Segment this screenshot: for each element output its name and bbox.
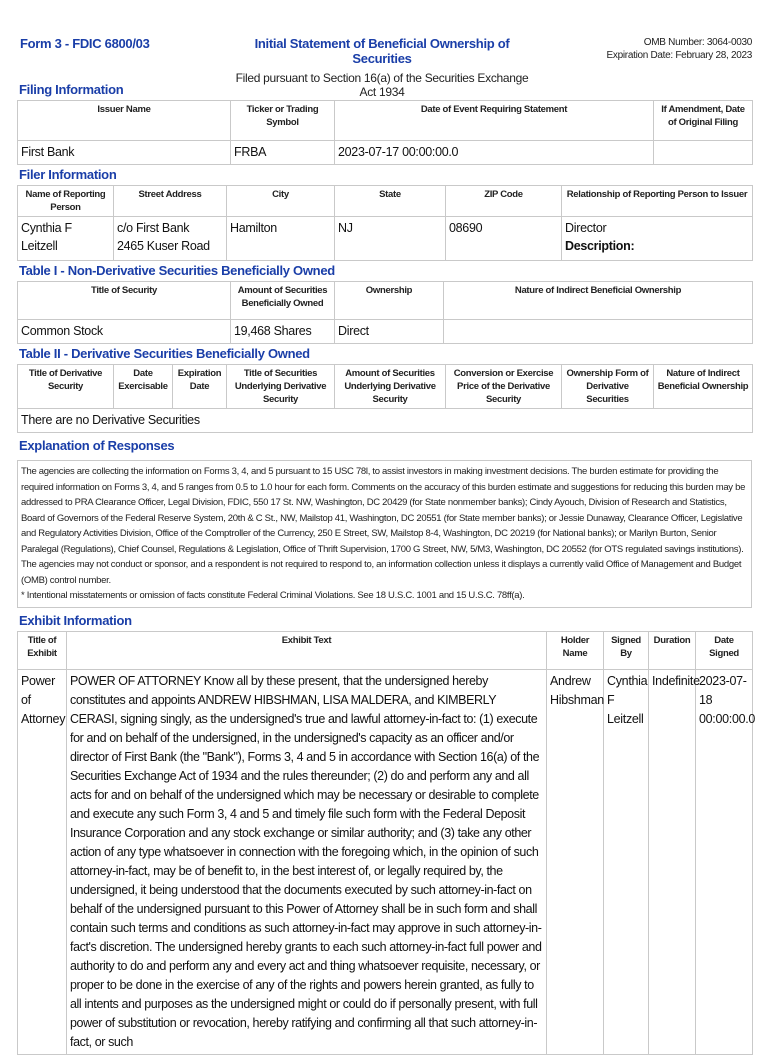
exhibit-table <box>17 631 756 1055</box>
form-subtitle: Filed pursuant to Section 16(a) of the Securities Exchange Act 1934 <box>235 71 529 99</box>
relationship-value: Director <box>565 221 607 235</box>
col-event-date: Date of Event Requiring Statement <box>335 101 654 141</box>
ownership: Direct <box>335 320 444 344</box>
ticker: FRBA <box>231 141 335 165</box>
security-title: Common Stock <box>18 320 231 344</box>
col-conversion-price: Conversion or Exercise Price of the Derivative Security <box>446 365 562 409</box>
form-title: Initial Statement of Beneficial Ownership of Securities <box>254 36 510 66</box>
city: Hamilton <box>227 217 335 261</box>
issuer-name: First Bank <box>18 141 231 165</box>
exhibit-section-title: Exhibit Information <box>19 612 132 628</box>
col-nature-indirect-2: Nature of Indirect Beneficial Ownership <box>654 365 753 409</box>
expiration-date: Expiration Date: February 28, 2023 <box>606 50 752 61</box>
no-derivative-securities: There are no Derivative Securities <box>18 409 753 433</box>
event-date: 2023-07-17 00:00:00.0 <box>335 141 654 165</box>
filer-section-title: Filer Information <box>19 167 117 182</box>
col-zip: ZIP Code <box>446 186 562 217</box>
date-signed: 2023-07-18 00:00:00.0 <box>696 669 753 1054</box>
col-underlying-title: Title of Securities Underlying Derivative Security <box>227 365 335 409</box>
col-amendment-date: If Amendment, Date of Original Filing <box>654 101 753 141</box>
table2-empty-row <box>18 409 753 433</box>
form-id: Form 3 - FDIC 6800/03 <box>20 36 150 51</box>
table2-section-title: Table II - Derivative Securities Beneficially Owned <box>19 346 310 361</box>
street-line-1: c/o First Bank <box>117 221 190 235</box>
explanation-section-title: Explanation of Responses <box>19 438 175 453</box>
form-page <box>17 0 756 1055</box>
explanation-note: * Intentional misstatements or omission of facts constitute Federal Criminal Violations. See 18 U.S.C. 1001 and 15 U.S.C. 78ff(a). <box>21 590 525 601</box>
explanation-box <box>17 460 752 608</box>
filing-section-title: Filing Information <box>19 82 124 97</box>
derivative-table <box>17 364 753 433</box>
amendment-date <box>654 141 753 165</box>
col-date-signed: Date Signed <box>696 631 753 669</box>
holder-name: Andrew Hibshman <box>547 669 604 1054</box>
col-ownership: Ownership <box>335 282 444 320</box>
table1-section-title: Table I - Non-Derivative Securities Beneficially Owned <box>19 263 335 278</box>
filing-table <box>17 100 753 165</box>
omb-info <box>607 36 752 62</box>
reporting-person-name: Cynthia F Leitzell <box>18 217 114 261</box>
col-ticker: Ticker or Trading Symbol <box>231 101 335 141</box>
table1-value-row <box>18 320 753 344</box>
explanation-text: The agencies are collecting the information on Forms 3, 4, and 5 pursuant to 15 USC 78l, to assist investors in making investment decisions. The burden estimate for providing the required information on Forms 3, 4, and 5 ranges from 0.5 to 1.0 hour for each form. Comments on the accuracy of this burden estimate and suggestions for reducing this burden may be addressed to PRA Clearance Officer, Legal Division, FDIC, 550 17 St. NW, Washington, DC 20429 (for State nonmember banks); Cindy Ayouch, Division of Research and Statistics, Board of Governors of the Federal Reserve System, 20th & C St., NW, Mailstop 41, Washington, DC 20551 (for State member banks); or Jessie Dunaway, Clearance Officer, Legislative and Regulatory Activities Division, Office of the Comptroller of the Currency, 250 E Street, SW, Mailstop 8-4, Washington, DC 20219 (for National banks); or Marilyn Burton, Senior Paralegal (Regulations), Chief Counsel, Regulations & Legislation, Office of Thrift Supervision, 1700 G Street, NW, 5/M3, Washington, DC 20552 (for OTS regulated savings institutions). The agencies may not conduct or sponsor, and a respondent is not required to respond to, an information collection unless it displays a currently valid Office of Management and Budget (OMB) control number. <box>21 466 746 586</box>
col-relationship: Relationship of Reporting Person to Issuer <box>562 186 753 217</box>
signed-by: Cynthia F Leitzell <box>604 669 649 1054</box>
non-derivative-table <box>17 281 753 344</box>
col-holder-name: Holder Name <box>547 631 604 669</box>
col-amount-owned: Amount of Securities Beneficially Owned <box>231 282 335 320</box>
state: NJ <box>335 217 446 261</box>
col-exhibit-title: Title of Exhibit <box>18 631 67 669</box>
omb-number: OMB Number: 3064-0030 <box>643 37 752 48</box>
col-expiration-date: Expiration Date <box>173 365 227 409</box>
filer-value-row <box>18 217 753 261</box>
zip-code: 08690 <box>446 217 562 261</box>
duration: Indefinite <box>649 669 696 1054</box>
header-center <box>232 36 532 99</box>
col-issuer-name: Issuer Name <box>18 101 231 141</box>
table1-header-row <box>18 282 753 320</box>
table2-header-row <box>18 365 753 409</box>
col-reporting-person: Name of Reporting Person <box>18 186 114 217</box>
description-label: Description: <box>565 239 635 253</box>
col-derivative-title: Title of Derivative Security <box>18 365 114 409</box>
col-state: State <box>335 186 446 217</box>
col-date-exercisable: Date Exercisable <box>114 365 173 409</box>
col-street: Street Address <box>114 186 227 217</box>
exhibit-value-row <box>18 669 753 1054</box>
exhibit-title: Power of Attorney <box>18 669 67 1054</box>
amount-owned: 19,468 Shares <box>231 320 335 344</box>
filing-value-row <box>18 141 753 165</box>
filing-header-row <box>18 101 753 141</box>
col-signed-by: Signed By <box>604 631 649 669</box>
col-city: City <box>227 186 335 217</box>
exhibit-text: POWER OF ATTORNEY Know all by these present, that the undersigned hereby constitutes and appoints ANDREW HIBSHMAN, LISA MALDERA, and KIMBERLY CERASI, signing singly, as the undersigned's true and lawful attorney-in-fact to: (1) execute for and on behalf of the undersigned, in the undersigned's capacity as an officer and/or director of First Bank (the "Bank"), Forms 3, 4 and 5 in accordance with Section 16(a) of the Securities Exchange Act of 1934 and the rules thereunder; (2) do and perform any and all acts for and on behalf of the undersigned which may be necessary or desirable to complete and execute any such Form 3, 4 and 5 and timely file such form with the Federal Deposit Insurance Corporation and any stock exchange or similar authority; and (3) take any other action of any type whatsoever in connection with the foregoing which, in the opinion of such attorney-in-fact, may be of benefit to, in the best interest of, or legally required by, the undersigned, it being understood that the documents executed by such attorney-in-fact on behalf of the undersigned pursuant to this Power of Attorney shall be in such form and shall contain such terms and conditions as such attorney-in-fact may approve in such attorney-in-fact's discretion. The undersigned hereby grants to each such attorney-in-fact full power and authority to do and perform any and every act and thing whatsoever requisite, necessary, or proper to be done in the exercise of any of the rights and powers herein granted, as fully to all intents and purposes as the undersigned might or could do if personally present, with full power of substitution or revocation, hereby ratifying and confirming all that such attorney-in-fact, or such <box>67 669 547 1054</box>
street-line-2: 2465 Kuser Road <box>117 239 210 253</box>
exhibit-header-row <box>18 631 753 669</box>
col-exhibit-text: Exhibit Text <box>67 631 547 669</box>
col-duration: Duration <box>649 631 696 669</box>
col-nature-indirect: Nature of Indirect Beneficial Ownership <box>444 282 753 320</box>
col-title-of-security: Title of Security <box>18 282 231 320</box>
col-ownership-form: Ownership Form of Derivative Securities <box>562 365 654 409</box>
filer-table <box>17 185 753 261</box>
col-underlying-amount: Amount of Securities Underlying Derivative Security <box>335 365 446 409</box>
relationship <box>562 217 753 261</box>
nature-indirect <box>444 320 753 344</box>
filer-header-row <box>18 186 753 217</box>
street-address <box>114 217 227 261</box>
